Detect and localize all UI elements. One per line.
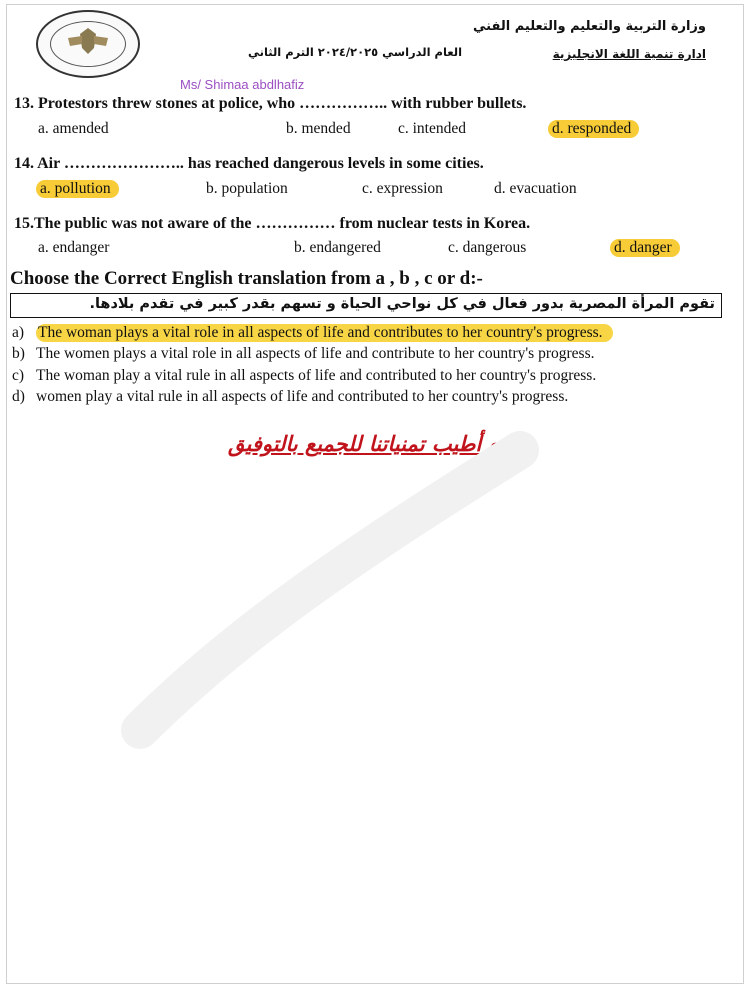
question-13-option-b[interactable]: b. mended xyxy=(286,120,351,137)
question-15-option-b[interactable]: b. endangered xyxy=(294,239,381,256)
question-13-option-d[interactable]: d. responded xyxy=(548,120,639,138)
question-15-stem: 15.The public was not aware of the …………… from nuclear tests in Korea. xyxy=(14,215,531,232)
choice-letter: a) xyxy=(12,324,25,341)
question-13-option-a[interactable]: a. amended xyxy=(38,120,109,137)
question-15-option-d[interactable]: d. danger xyxy=(610,239,680,257)
choice-text: The woman plays a vital role in all aspects of life and contributes to her country's progress. xyxy=(36,324,613,342)
question-15-option-c[interactable]: c. dangerous xyxy=(448,239,527,256)
question-14-stem: 14. Air ………………….. has reached dangerous levels in some cities. xyxy=(14,155,484,172)
ministry-logo xyxy=(36,10,140,78)
choice-letter: d) xyxy=(12,388,25,405)
translation-choice-d[interactable] xyxy=(12,388,568,406)
page-frame xyxy=(6,4,744,984)
academic-year: العام الدراسي ٢٠٢٤/٢٠٢٥ الترم الثاني xyxy=(248,45,463,59)
choice-letter: b) xyxy=(12,345,25,362)
translation-choice-a[interactable] xyxy=(12,324,613,342)
choice-text: The women plays a vital role in all aspects of life and contribute to her country's progress. xyxy=(36,345,595,362)
closing-wish: مع أطيب تمنياتنا للجميع بالتوفيق xyxy=(228,432,512,456)
question-14-option-a[interactable]: a. pollution xyxy=(36,180,119,198)
question-14-option-d[interactable]: d. evacuation xyxy=(494,180,577,197)
choice-letter: c) xyxy=(12,367,25,384)
teacher-name: Ms/ Shimaa abdlhafiz xyxy=(180,77,305,92)
translation-choice-c[interactable] xyxy=(12,367,596,385)
arabic-sentence-box: تقوم المرأة المصرية بدور فعال في كل نواحي الحياة و تسهم بقدر كبير في تقدم بلادها. xyxy=(10,293,722,318)
question-13-option-c[interactable]: c. intended xyxy=(398,120,467,137)
question-14-option-b[interactable]: b. population xyxy=(206,180,288,197)
question-14-option-c[interactable]: c. expression xyxy=(362,180,443,197)
section-heading: Choose the Correct English translation from a , b , c or d:- xyxy=(10,268,483,289)
department-name: ادارة تنمية اللغة الانجليزية xyxy=(552,47,706,61)
choice-text: The woman play a vital rule in all aspects of life and contributed to her country's progress. xyxy=(36,367,597,384)
question-13-stem: 13. Protestors threw stones at police, who …………….. with rubber bullets. xyxy=(14,95,527,112)
ministry-name: وزارة التربية والتعليم والتعليم الفني xyxy=(473,19,706,34)
question-15-option-a[interactable]: a. endanger xyxy=(38,239,110,256)
choice-text: women play a vital rule in all aspects of life and contributed to her country's progress. xyxy=(36,388,569,405)
eagle-emblem-icon xyxy=(38,12,138,76)
translation-choice-b[interactable] xyxy=(12,345,594,363)
